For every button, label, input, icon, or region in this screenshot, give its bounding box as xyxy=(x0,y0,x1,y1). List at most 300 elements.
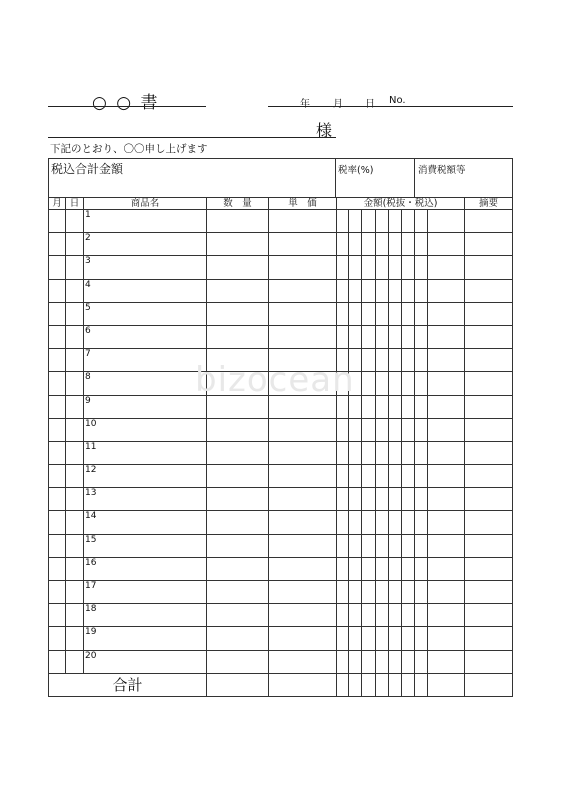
amount-digit-cell[interactable] xyxy=(376,395,389,418)
amount-digit-cell[interactable] xyxy=(428,325,465,348)
tax-rate-label: 税率(%) xyxy=(338,165,374,176)
amount-digit-cell[interactable] xyxy=(402,581,415,604)
amount-digit-cell[interactable] xyxy=(362,441,376,464)
item-name-cell[interactable] xyxy=(84,256,207,279)
amount-digit-cell[interactable] xyxy=(362,488,376,511)
amount-digit-cell[interactable] xyxy=(337,488,349,511)
note-cell[interactable] xyxy=(465,395,513,418)
day-cell[interactable] xyxy=(66,279,84,302)
amount-digit-cell[interactable] xyxy=(402,511,415,534)
total-amount-label: 税込合計金額 xyxy=(51,162,124,176)
intro-text: 下記のとおり、〇〇申し上げます xyxy=(50,143,208,155)
amount-digit-cell[interactable] xyxy=(389,650,402,673)
total-amount-digit[interactable] xyxy=(376,673,389,696)
amount-digit-cell[interactable] xyxy=(349,210,362,233)
amount-digit-cell[interactable] xyxy=(389,511,402,534)
day-cell[interactable] xyxy=(66,488,84,511)
amount-digit-cell[interactable] xyxy=(402,395,415,418)
amount-digit-cell[interactable] xyxy=(337,210,349,233)
unit-price-cell[interactable] xyxy=(269,650,337,673)
note-cell[interactable] xyxy=(465,233,513,256)
amount-digit-cell[interactable] xyxy=(415,511,428,534)
amount-digit-cell[interactable] xyxy=(415,302,428,325)
amount-digit-cell[interactable] xyxy=(415,418,428,441)
amount-digit-cell[interactable] xyxy=(428,256,465,279)
amount-digit-cell[interactable] xyxy=(415,581,428,604)
amount-digit-cell[interactable] xyxy=(389,534,402,557)
amount-digit-cell[interactable] xyxy=(349,325,362,348)
note-cell[interactable] xyxy=(465,488,513,511)
amount-digit-cell[interactable] xyxy=(376,534,389,557)
day-cell[interactable] xyxy=(66,627,84,650)
note-cell[interactable] xyxy=(465,349,513,372)
row-number: 11 xyxy=(85,441,97,452)
quantity-cell[interactable] xyxy=(207,325,269,348)
month-cell[interactable] xyxy=(49,233,66,256)
month-cell[interactable] xyxy=(49,210,66,233)
items-table xyxy=(48,197,513,697)
amount-digit-cell[interactable] xyxy=(402,418,415,441)
unit-price-cell[interactable] xyxy=(269,441,337,464)
quantity-cell[interactable] xyxy=(207,581,269,604)
amount-digit-cell[interactable] xyxy=(349,581,362,604)
amount-digit-cell[interactable] xyxy=(389,465,402,488)
row-number: 9 xyxy=(85,395,91,406)
unit-price-cell[interactable] xyxy=(269,302,337,325)
amount-digit-cell[interactable] xyxy=(415,465,428,488)
amount-digit-cell[interactable] xyxy=(362,534,376,557)
amount-digit-cell[interactable] xyxy=(415,372,428,395)
number-label: No. xyxy=(389,95,406,106)
month-cell[interactable] xyxy=(49,581,66,604)
amount-digit-cell[interactable] xyxy=(337,418,349,441)
item-name-cell[interactable] xyxy=(84,465,207,488)
unit-price-cell[interactable] xyxy=(269,210,337,233)
amount-digit-cell[interactable] xyxy=(337,604,349,627)
amount-digit-cell[interactable] xyxy=(428,488,465,511)
amount-digit-cell[interactable] xyxy=(402,302,415,325)
amount-digit-cell[interactable] xyxy=(389,557,402,580)
day-cell[interactable] xyxy=(66,349,84,372)
amount-digit-cell[interactable] xyxy=(415,650,428,673)
total-amount-digit[interactable] xyxy=(415,673,428,696)
amount-digit-cell[interactable] xyxy=(389,279,402,302)
amount-digit-cell[interactable] xyxy=(415,441,428,464)
day-cell[interactable] xyxy=(66,441,84,464)
amount-digit-cell[interactable] xyxy=(428,395,465,418)
unit-price-cell[interactable] xyxy=(269,325,337,348)
quantity-cell[interactable] xyxy=(207,279,269,302)
amount-digit-cell[interactable] xyxy=(402,256,415,279)
amount-digit-cell[interactable] xyxy=(428,349,465,372)
day-cell[interactable] xyxy=(66,581,84,604)
note-cell[interactable] xyxy=(465,604,513,627)
month-cell[interactable] xyxy=(49,372,66,395)
month-cell[interactable] xyxy=(49,256,66,279)
day-cell[interactable] xyxy=(66,233,84,256)
month-cell[interactable] xyxy=(49,604,66,627)
table-row xyxy=(49,604,513,627)
table-row xyxy=(49,488,513,511)
month-cell[interactable] xyxy=(49,511,66,534)
amount-digit-cell[interactable] xyxy=(349,627,362,650)
quantity-cell[interactable] xyxy=(207,511,269,534)
quantity-cell[interactable] xyxy=(207,604,269,627)
amount-digit-cell[interactable] xyxy=(376,418,389,441)
note-cell[interactable] xyxy=(465,627,513,650)
amount-digit-cell[interactable] xyxy=(402,233,415,256)
amount-digit-cell[interactable] xyxy=(389,349,402,372)
quantity-cell[interactable] xyxy=(207,302,269,325)
watermark: bizocean xyxy=(195,360,355,400)
amount-digit-cell[interactable] xyxy=(376,511,389,534)
unit-price-cell[interactable] xyxy=(269,256,337,279)
month-cell[interactable] xyxy=(49,349,66,372)
unit-price-cell[interactable] xyxy=(269,557,337,580)
month-cell[interactable] xyxy=(49,557,66,580)
unit-price-cell[interactable] xyxy=(269,465,337,488)
amount-digit-cell[interactable] xyxy=(349,233,362,256)
day-cell[interactable] xyxy=(66,302,84,325)
amount-digit-cell[interactable] xyxy=(428,279,465,302)
amount-digit-cell[interactable] xyxy=(362,279,376,302)
amount-digit-cell[interactable] xyxy=(376,627,389,650)
amount-digit-cell[interactable] xyxy=(389,395,402,418)
month-cell[interactable] xyxy=(49,418,66,441)
month-cell[interactable] xyxy=(49,395,66,418)
unit-price-cell[interactable] xyxy=(269,581,337,604)
quantity-cell[interactable] xyxy=(207,488,269,511)
amount-digit-cell[interactable] xyxy=(362,302,376,325)
amount-digit-cell[interactable] xyxy=(337,441,349,464)
amount-digit-cell[interactable] xyxy=(376,256,389,279)
amount-digit-cell[interactable] xyxy=(428,557,465,580)
item-name-cell[interactable] xyxy=(84,604,207,627)
amount-digit-cell[interactable] xyxy=(402,441,415,464)
quantity-cell[interactable] xyxy=(207,210,269,233)
item-name-cell[interactable] xyxy=(84,418,207,441)
amount-digit-cell[interactable] xyxy=(376,465,389,488)
quantity-cell[interactable] xyxy=(207,441,269,464)
amount-digit-cell[interactable] xyxy=(415,604,428,627)
amount-digit-cell[interactable] xyxy=(415,557,428,580)
item-name-cell[interactable] xyxy=(84,488,207,511)
amount-digit-cell[interactable] xyxy=(362,372,376,395)
amount-digit-cell[interactable] xyxy=(428,604,465,627)
day-cell[interactable] xyxy=(66,650,84,673)
item-name-cell[interactable] xyxy=(84,395,207,418)
amount-digit-cell[interactable] xyxy=(415,233,428,256)
amount-digit-cell[interactable] xyxy=(415,534,428,557)
day-cell[interactable] xyxy=(66,395,84,418)
item-name-cell[interactable] xyxy=(84,279,207,302)
amount-digit-cell[interactable] xyxy=(402,604,415,627)
amount-digit-cell[interactable] xyxy=(415,256,428,279)
day-cell[interactable] xyxy=(66,604,84,627)
amount-digit-cell[interactable] xyxy=(415,279,428,302)
amount-digit-cell[interactable] xyxy=(337,465,349,488)
amount-digit-cell[interactable] xyxy=(337,581,349,604)
amount-digit-cell[interactable] xyxy=(349,534,362,557)
month-cell[interactable] xyxy=(49,441,66,464)
table-row xyxy=(49,627,513,650)
amount-digit-cell[interactable] xyxy=(428,210,465,233)
table-row xyxy=(49,210,513,233)
quantity-cell[interactable] xyxy=(207,534,269,557)
amount-digit-cell[interactable] xyxy=(428,233,465,256)
quantity-cell[interactable] xyxy=(207,627,269,650)
row-number: 15 xyxy=(85,534,97,545)
amount-digit-cell[interactable] xyxy=(376,557,389,580)
amount-digit-cell[interactable] xyxy=(349,557,362,580)
amount-digit-cell[interactable] xyxy=(337,557,349,580)
amount-digit-cell[interactable] xyxy=(402,325,415,348)
amount-digit-cell[interactable] xyxy=(362,256,376,279)
total-qty-cell[interactable] xyxy=(207,673,269,696)
amount-digit-cell[interactable] xyxy=(362,418,376,441)
quantity-cell[interactable] xyxy=(207,233,269,256)
month-cell[interactable] xyxy=(49,488,66,511)
amount-digit-cell[interactable] xyxy=(389,372,402,395)
item-name-cell[interactable] xyxy=(84,627,207,650)
quantity-cell[interactable] xyxy=(207,557,269,580)
total-amount-digit[interactable] xyxy=(402,673,415,696)
amount-digit-cell[interactable] xyxy=(349,418,362,441)
amount-digit-cell[interactable] xyxy=(376,325,389,348)
amount-digit-cell[interactable] xyxy=(376,279,389,302)
amount-digit-cell[interactable] xyxy=(389,627,402,650)
month-cell[interactable] xyxy=(49,325,66,348)
item-name-cell[interactable] xyxy=(84,325,207,348)
amount-digit-cell[interactable] xyxy=(402,465,415,488)
amount-digit-cell[interactable] xyxy=(362,627,376,650)
note-cell[interactable] xyxy=(465,650,513,673)
table-row xyxy=(49,418,513,441)
item-name-cell[interactable] xyxy=(84,581,207,604)
note-cell[interactable] xyxy=(465,418,513,441)
note-cell[interactable] xyxy=(465,441,513,464)
amount-digit-cell[interactable] xyxy=(389,256,402,279)
note-cell[interactable] xyxy=(465,210,513,233)
total-amount-digit[interactable] xyxy=(389,673,402,696)
quantity-cell[interactable] xyxy=(207,650,269,673)
amount-digit-cell[interactable] xyxy=(415,325,428,348)
amount-digit-cell[interactable] xyxy=(376,604,389,627)
month-cell[interactable] xyxy=(49,534,66,557)
amount-digit-cell[interactable] xyxy=(349,441,362,464)
amount-digit-cell[interactable] xyxy=(362,581,376,604)
amount-digit-cell[interactable] xyxy=(349,650,362,673)
amount-digit-cell[interactable] xyxy=(402,488,415,511)
amount-digit-cell[interactable] xyxy=(376,349,389,372)
month-cell[interactable] xyxy=(49,279,66,302)
unit-price-cell[interactable] xyxy=(269,279,337,302)
amount-digit-cell[interactable] xyxy=(337,627,349,650)
amount-digit-cell[interactable] xyxy=(402,557,415,580)
amount-digit-cell[interactable] xyxy=(362,604,376,627)
amount-digit-cell[interactable] xyxy=(389,302,402,325)
row-number: 20 xyxy=(85,650,97,661)
total-amount-digit[interactable] xyxy=(362,673,376,696)
table-row xyxy=(49,650,513,673)
item-name-cell[interactable] xyxy=(84,372,207,395)
amount-digit-cell[interactable] xyxy=(402,349,415,372)
note-cell[interactable] xyxy=(465,511,513,534)
amount-digit-cell[interactable] xyxy=(428,534,465,557)
unit-price-cell[interactable] xyxy=(269,627,337,650)
amount-digit-cell[interactable] xyxy=(362,511,376,534)
amount-digit-cell[interactable] xyxy=(362,465,376,488)
item-name-cell[interactable] xyxy=(84,534,207,557)
unit-price-cell[interactable] xyxy=(269,233,337,256)
amount-digit-cell[interactable] xyxy=(402,279,415,302)
amount-digit-cell[interactable] xyxy=(349,256,362,279)
unit-price-cell[interactable] xyxy=(269,511,337,534)
amount-digit-cell[interactable] xyxy=(415,210,428,233)
day-cell[interactable] xyxy=(66,418,84,441)
amount-digit-cell[interactable] xyxy=(337,650,349,673)
month-cell[interactable] xyxy=(49,302,66,325)
summary-box xyxy=(48,158,513,197)
amount-digit-cell[interactable] xyxy=(428,627,465,650)
amount-digit-cell[interactable] xyxy=(402,372,415,395)
table-row xyxy=(49,302,513,325)
item-name-cell[interactable] xyxy=(84,650,207,673)
note-cell[interactable] xyxy=(465,581,513,604)
amount-digit-cell[interactable] xyxy=(389,325,402,348)
amount-digit-cell[interactable] xyxy=(362,349,376,372)
note-cell[interactable] xyxy=(465,279,513,302)
amount-digit-cell[interactable] xyxy=(389,233,402,256)
amount-digit-cell[interactable] xyxy=(402,627,415,650)
total-note-cell[interactable] xyxy=(465,673,513,696)
amount-digit-cell[interactable] xyxy=(376,233,389,256)
amount-digit-cell[interactable] xyxy=(376,302,389,325)
amount-digit-cell[interactable] xyxy=(337,511,349,534)
amount-digit-cell[interactable] xyxy=(337,233,349,256)
amount-digit-cell[interactable] xyxy=(337,279,349,302)
month-cell[interactable] xyxy=(49,465,66,488)
item-name-cell[interactable] xyxy=(84,210,207,233)
amount-digit-cell[interactable] xyxy=(362,650,376,673)
amount-digit-cell[interactable] xyxy=(402,210,415,233)
amount-digit-cell[interactable] xyxy=(362,395,376,418)
amount-digit-cell[interactable] xyxy=(428,372,465,395)
amount-digit-cell[interactable] xyxy=(389,581,402,604)
day-cell[interactable] xyxy=(66,325,84,348)
amount-digit-cell[interactable] xyxy=(349,488,362,511)
amount-digit-cell[interactable] xyxy=(376,210,389,233)
amount-digit-cell[interactable] xyxy=(376,650,389,673)
amount-digit-cell[interactable] xyxy=(389,488,402,511)
amount-digit-cell[interactable] xyxy=(415,627,428,650)
item-name-cell[interactable] xyxy=(84,511,207,534)
note-cell[interactable] xyxy=(465,372,513,395)
unit-price-cell[interactable] xyxy=(269,534,337,557)
amount-digit-cell[interactable] xyxy=(362,325,376,348)
item-name-cell[interactable] xyxy=(84,233,207,256)
amount-digit-cell[interactable] xyxy=(349,604,362,627)
amount-digit-cell[interactable] xyxy=(349,302,362,325)
amount-digit-cell[interactable] xyxy=(349,279,362,302)
day-cell[interactable] xyxy=(66,511,84,534)
note-cell[interactable] xyxy=(465,325,513,348)
amount-digit-cell[interactable] xyxy=(428,581,465,604)
quantity-cell[interactable] xyxy=(207,465,269,488)
amount-digit-cell[interactable] xyxy=(389,604,402,627)
amount-digit-cell[interactable] xyxy=(389,210,402,233)
table-row xyxy=(49,581,513,604)
amount-digit-cell[interactable] xyxy=(428,418,465,441)
amount-digit-cell[interactable] xyxy=(415,349,428,372)
day-cell[interactable] xyxy=(66,557,84,580)
amount-digit-cell[interactable] xyxy=(362,233,376,256)
amount-digit-cell[interactable] xyxy=(337,302,349,325)
unit-price-cell[interactable] xyxy=(269,604,337,627)
amount-digit-cell[interactable] xyxy=(389,418,402,441)
amount-digit-cell[interactable] xyxy=(337,325,349,348)
item-name-cell[interactable] xyxy=(84,302,207,325)
month-cell[interactable] xyxy=(49,650,66,673)
amount-digit-cell[interactable] xyxy=(376,372,389,395)
item-name-cell[interactable] xyxy=(84,349,207,372)
total-amount-digit[interactable] xyxy=(337,673,349,696)
row-number: 3 xyxy=(85,256,91,267)
day-cell[interactable] xyxy=(66,256,84,279)
total-amount-digit[interactable] xyxy=(428,673,465,696)
day-cell[interactable] xyxy=(66,210,84,233)
amount-digit-cell[interactable] xyxy=(376,581,389,604)
amount-digit-cell[interactable] xyxy=(362,210,376,233)
unit-price-cell[interactable] xyxy=(269,488,337,511)
row-number: 5 xyxy=(85,302,91,313)
item-name-cell[interactable] xyxy=(84,557,207,580)
amount-digit-cell[interactable] xyxy=(428,511,465,534)
amount-digit-cell[interactable] xyxy=(428,650,465,673)
amount-digit-cell[interactable] xyxy=(349,465,362,488)
amount-digit-cell[interactable] xyxy=(376,441,389,464)
day-cell[interactable] xyxy=(66,465,84,488)
amount-digit-cell[interactable] xyxy=(428,465,465,488)
amount-digit-cell[interactable] xyxy=(362,557,376,580)
note-cell[interactable] xyxy=(465,557,513,580)
total-price-cell[interactable] xyxy=(269,673,337,696)
note-cell[interactable] xyxy=(465,302,513,325)
amount-digit-cell[interactable] xyxy=(349,511,362,534)
amount-digit-cell[interactable] xyxy=(402,650,415,673)
amount-digit-cell[interactable] xyxy=(428,302,465,325)
amount-digit-cell[interactable] xyxy=(402,534,415,557)
item-name-cell[interactable] xyxy=(84,441,207,464)
note-cell[interactable] xyxy=(465,465,513,488)
total-amount-digit[interactable] xyxy=(349,673,362,696)
note-cell[interactable] xyxy=(465,534,513,557)
amount-digit-cell[interactable] xyxy=(428,441,465,464)
day-cell[interactable] xyxy=(66,534,84,557)
quantity-cell[interactable] xyxy=(207,256,269,279)
amount-digit-cell[interactable] xyxy=(337,534,349,557)
note-cell[interactable] xyxy=(465,256,513,279)
amount-digit-cell[interactable] xyxy=(376,488,389,511)
month-cell[interactable] xyxy=(49,627,66,650)
amount-digit-cell[interactable] xyxy=(415,488,428,511)
unit-price-cell[interactable] xyxy=(269,418,337,441)
amount-digit-cell[interactable] xyxy=(337,256,349,279)
day-cell[interactable] xyxy=(66,372,84,395)
quantity-cell[interactable] xyxy=(207,418,269,441)
amount-digit-cell[interactable] xyxy=(415,395,428,418)
amount-digit-cell[interactable] xyxy=(389,441,402,464)
